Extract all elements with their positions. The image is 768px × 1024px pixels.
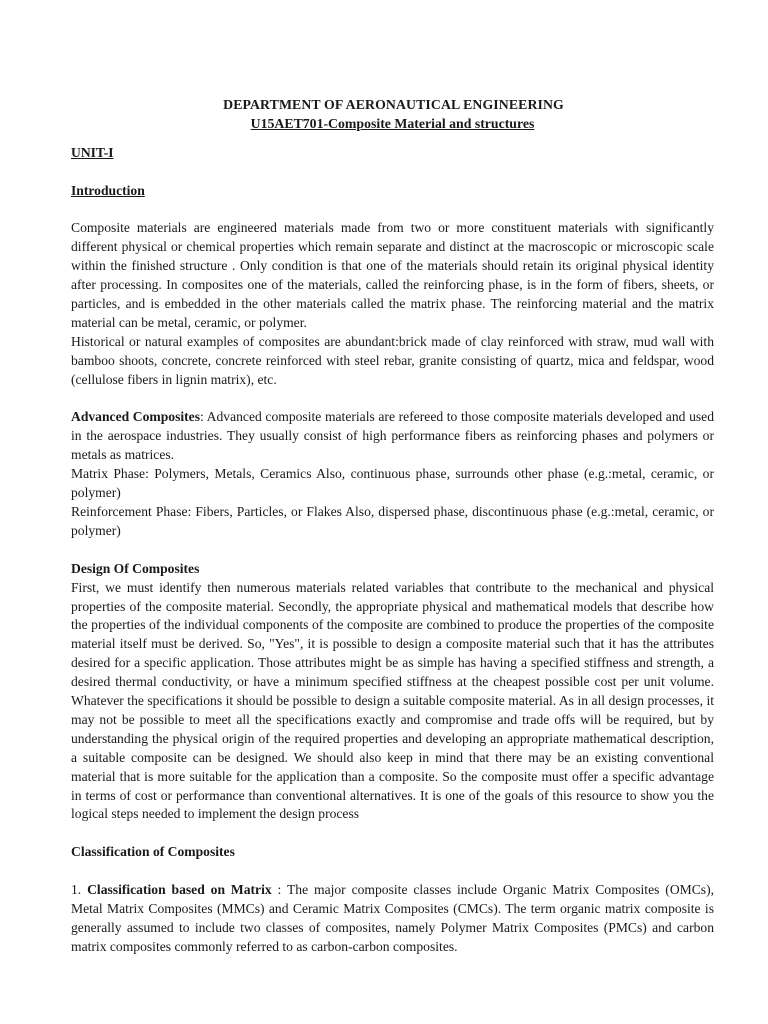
advanced-composites-label: Advanced Composites (71, 409, 201, 425)
matrix-phase-text: Matrix Phase: Polymers, Metals, Ceramics Also, continuous phase, surrounds other phase (e.g.:metal, ceramic, or polymer) (71, 466, 714, 501)
advanced-composites-paragraph (71, 408, 714, 465)
classification-heading: Classification of Composites (71, 844, 235, 860)
course-title: U15AET701-Composite Material and structures (250, 115, 535, 131)
design-paragraph: First, we must identify then numerous materials related variables that contribute to the mechanical and physical properties of the composite material. Secondly, the appropriate physical and mathematical models that describe how the properties of the individual components of the composite are combined to produce the properties of the composite material itself must be derived. So, "Yes", it is possible to design a composite material such that it has the attributes desired for a specific application. Those attributes might be as simple has having a specified stiffness and strength, a desired thermal conductivity, or have a minimum specified stiffness at the cheapest possible cost per unit volume. Whatever the specifications it should be possible to design a suitable composite material. As in all design processes, it may not be possible to meet all the specifications exactly and compromise and trade offs will be required, but by understanding the physical origin of the required properties and developing an appropriate mathematical description, a suitable composite can be designed. We should also keep in mind that there may be an existing conventional material that is more suitable for the application than a composite. So the composite must offer a specific advantage in terms of cost or performance than conventional alternatives. It is one of the goals of this resource to show you the logical steps needed to implement the design process (71, 579, 714, 822)
unit-heading: UNIT-I (71, 144, 114, 160)
classification-item-number: 1. (71, 882, 88, 898)
design-heading: Design Of Composites (71, 560, 200, 576)
document-page (71, 96, 714, 957)
introduction-paragraph-2: Historical or natural examples of composites are abundant:brick made of clay reinforced with straw, mud wall with bamboo shoots, concrete, concrete reinforced with steel rebar, granite consisting of quartz, mica and feldspar, wood (cellulose fibers in lignin matrix), etc. (71, 333, 714, 387)
introduction-heading: Introduction (71, 182, 145, 198)
introduction-paragraph-1: Composite materials are engineered materials made from two or more constituent materials with significantly different physical or chemical properties which remain separate and distinct at the macroscopic or microscopic scale within the finished structure . Only condition is that one of the materials should retain its original physical identity after processing. In composites one of the materials, called the reinforcing phase, is in the form of fibers, sheets, or particles, and is embedded in the other materials called the matrix phase. The reinforcing material and the matrix material can be metal, ceramic, or polymer. (71, 220, 714, 330)
classification-item-text: : The major composite classes include Organic Matrix Composites (OMCs), Metal Matrix Composites (MMCs) and Ceramic Matrix Composites (CMCs). The term organic matrix composite is generally assumed to include two classes of composites, namely Polymer Matrix Composites (PMCs) and carbon matrix composites commonly referred to as carbon-carbon composites. (71, 882, 715, 954)
classification-item-label: Classification based on Matrix (87, 882, 272, 898)
reinforcement-phase-text: Reinforcement Phase: Fibers, Particles, or Flakes Also, dispersed phase, discontinuous phase (e.g.:metal, ceramic, or polymer) (71, 503, 714, 538)
department-title: DEPARTMENT OF AERONAUTICAL ENGINEERING (223, 97, 564, 112)
classification-item-1 (71, 881, 714, 957)
advanced-composites-text: : Advanced composite materials are refereed to those composite materials developed and used in the aerospace industries. They usually consist of high performance fibers as reinforcing phases and polymers or metals as matrices. (71, 409, 714, 463)
